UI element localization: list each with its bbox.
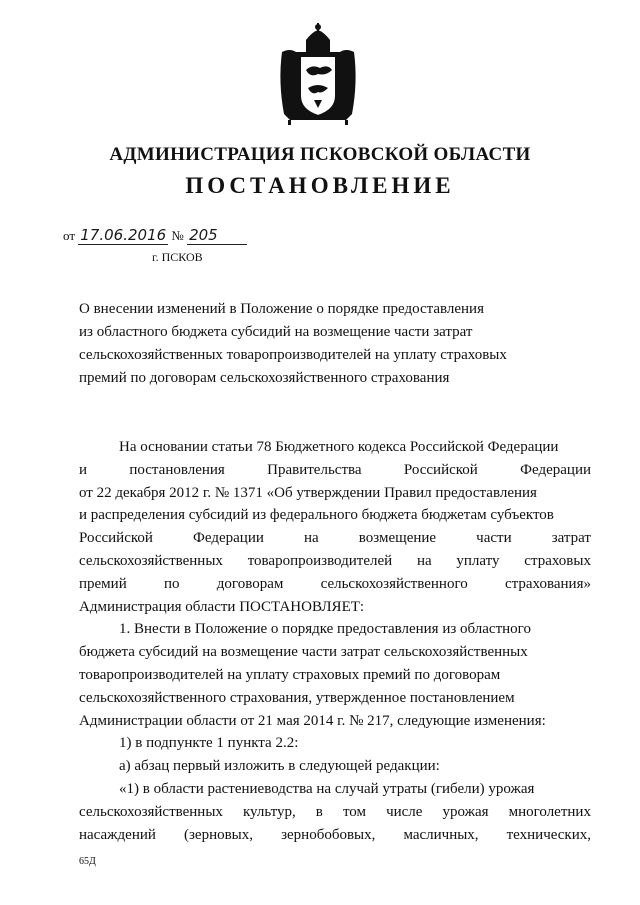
body-line: товаропроизводителей на уплату страховых премий по договорам [79,666,501,683]
word: на [416,552,432,569]
body-line: от 22 декабря 2012 г. № 1371 «Об утверждении Правил предоставления [79,484,537,501]
word: сельскохозяйственных [79,552,223,569]
word: в [315,803,323,820]
body-line: На основании статьи 78 Бюджетного кодекса Российской Федерации [119,439,559,455]
body-line: 1) в подпункте 1 пункта 2.2: [119,735,299,752]
word: Российской [403,461,478,478]
word: многолетних [508,803,591,820]
word: культур, [242,803,296,820]
word: сельскохозяйственного [320,575,468,592]
body-line: бюджета субсидий на возмещение части затрат сельскохозяйственных [79,644,528,661]
body-line: Администрация области ПОСТАНОВЛЯЕТ: [79,598,365,615]
number-prefix: № [171,228,184,243]
word: уплату [456,552,500,569]
word: (зерновых, [183,826,254,843]
word: страховых [524,552,591,569]
subject-line: О внесении изменений в Положение о порядке предоставления [79,301,484,317]
body-line: Администрации области от 21 мая 2014 г. № 217, следующие изменения: [79,712,546,729]
word: Федерации [193,530,264,547]
subject-line: сельскохозяйственных товаропроизводителей на уплату страховых [79,347,507,363]
word: зернобобовых, [281,826,376,843]
number-value: 205 [187,226,247,245]
word: урожая [442,803,489,820]
word: масличных, [403,826,479,843]
word: части [476,530,512,547]
body-line: сельскохозяйственного страхования, утвержденное постановлением [79,689,515,706]
body-line [79,459,591,482]
word: и [79,461,88,478]
word: премий [79,575,127,592]
body-line: 1. Внести в Положение о порядке предоставления из областного [119,621,531,638]
body-line [79,801,591,824]
word: насаждений [79,826,156,843]
body-line: а) абзац первый изложить в следующей редакции: [119,758,440,775]
body-line [79,550,591,573]
document-code: 65Д [79,856,96,867]
word: затрат [551,530,591,547]
word: технических, [506,826,591,843]
date-prefix: от [63,228,76,243]
word: сельскохозяйственных [79,803,223,820]
city-label: г. ПСКОВ [152,250,203,264]
body-line: «1) в области растениеводства на случай утраты (гибели) урожая [119,780,535,797]
word: товаропроизводителей [247,552,393,569]
body-line [79,573,591,596]
word: Правительства [267,461,362,478]
pskov-coat-of-arms-icon [276,22,360,126]
date-number-line [63,226,247,245]
organization-title: АДМИНИСТРАЦИЯ ПСКОВСКОЙ ОБЛАСТИ [109,144,531,165]
subject-line: из областного бюджета субсидий на возмещение части затрат [79,324,473,340]
subject-line: премий по договорам сельскохозяйственного страхования [79,370,450,386]
word: договорам [216,575,284,592]
word: страхования» [505,575,591,592]
word: на [304,530,319,547]
date-value: 17.06.2016 [80,226,167,244]
body-line [79,824,591,847]
document-type-title: ПОСТАНОВЛЕНИЕ [185,173,455,198]
document-subject [79,298,574,390]
body-line: и распределения субсидий из федерального бюджета бюджетам субъектов [79,507,554,524]
word: Федерации [520,461,591,478]
word: постановления [129,461,225,478]
word: том [342,803,367,820]
word: Российской [79,530,153,547]
document-body [79,436,591,846]
word: по [164,575,180,592]
word: возмещение [358,530,437,547]
body-line [79,527,591,550]
word: числе [386,803,423,820]
